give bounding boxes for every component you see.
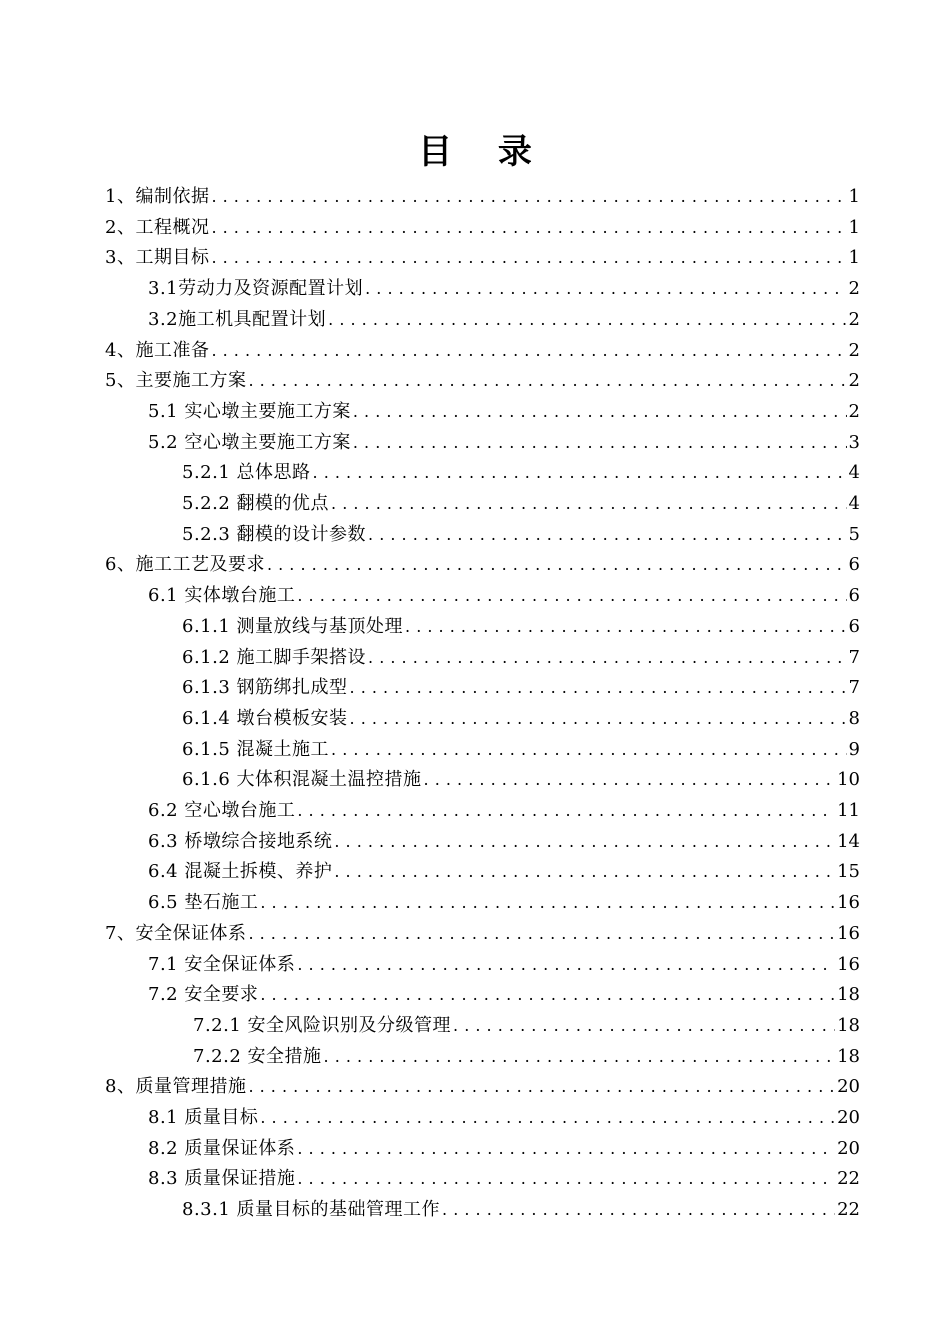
toc-entry-label: 3.1劳动力及资源配置计划 bbox=[148, 278, 364, 300]
toc-entry[interactable] bbox=[193, 1042, 860, 1072]
toc-entry[interactable] bbox=[182, 765, 860, 795]
toc-entry-page-number: 2 bbox=[848, 308, 860, 330]
toc-entry[interactable] bbox=[105, 919, 860, 949]
toc-entry-label: 6.1 实体墩台施工 bbox=[148, 585, 296, 607]
toc-entry-label: 6.1.3 钢筋绑扎成型 bbox=[182, 677, 348, 699]
toc-entry[interactable] bbox=[148, 1103, 860, 1133]
toc-entry-label: 6.1.2 施工脚手架搭设 bbox=[182, 646, 367, 668]
toc-entry[interactable] bbox=[148, 857, 860, 887]
toc-dot-leader bbox=[405, 612, 847, 642]
toc-dot-leader bbox=[331, 735, 847, 765]
toc-dot-leader bbox=[211, 213, 846, 243]
toc-dot-leader bbox=[350, 704, 847, 734]
toc-dot-leader bbox=[297, 950, 835, 980]
toc-entry-label: 2、工程概况 bbox=[105, 216, 210, 238]
toc-dot-leader bbox=[353, 397, 847, 427]
toc-entry[interactable] bbox=[182, 489, 860, 519]
toc-dot-leader bbox=[260, 888, 835, 918]
toc-dot-leader bbox=[324, 1042, 836, 1072]
toc-entry-page-number: 2 bbox=[848, 370, 860, 392]
toc-entry-page-number: 18 bbox=[837, 1045, 860, 1067]
toc-entry[interactable] bbox=[193, 1011, 860, 1041]
toc-entry-label: 5.2.3 翻模的设计参数 bbox=[182, 523, 367, 545]
toc-entry[interactable] bbox=[182, 1195, 860, 1225]
toc-entry-page-number: 4 bbox=[848, 493, 860, 514]
toc-entry[interactable] bbox=[182, 704, 860, 734]
toc-entry[interactable] bbox=[148, 397, 860, 427]
toc-entry-label: 6.4 混凝土拆模、养护 bbox=[148, 861, 333, 883]
toc-entry-page-number: 16 bbox=[837, 892, 860, 914]
toc-entry[interactable] bbox=[148, 796, 860, 826]
toc-entry-label: 4、施工准备 bbox=[105, 339, 210, 361]
toc-entry-page-number: 16 bbox=[837, 922, 860, 944]
toc-entry-label: 5.2.1 总体思路 bbox=[182, 462, 311, 484]
toc-entry-label: 8.2 质量保证体系 bbox=[148, 1137, 296, 1159]
toc-entry[interactable] bbox=[105, 243, 860, 273]
toc-entry-label: 5、主要施工方案 bbox=[105, 370, 247, 392]
toc-dot-leader bbox=[260, 980, 835, 1010]
toc-dot-leader bbox=[328, 305, 846, 335]
toc-entry-label: 7.1 安全保证体系 bbox=[148, 953, 296, 975]
toc-entry-label: 7.2 安全要求 bbox=[148, 984, 259, 1006]
toc-entry[interactable] bbox=[105, 550, 860, 580]
toc-entry-label: 6.5 垫石施工 bbox=[148, 892, 259, 914]
toc-entry-page-number: 2 bbox=[848, 339, 860, 361]
toc-dot-leader bbox=[334, 857, 835, 887]
toc-entry-page-number: 7 bbox=[848, 646, 860, 668]
toc-entry-label: 3、工期目标 bbox=[105, 247, 210, 269]
toc-entry[interactable] bbox=[182, 643, 860, 673]
toc-entry-label: 7.2.1 安全风险识别及分级管理 bbox=[193, 1014, 452, 1036]
toc-entry-label: 7、安全保证体系 bbox=[105, 922, 247, 944]
toc-entry-page-number: 16 bbox=[837, 953, 860, 975]
toc-dot-leader bbox=[313, 458, 847, 488]
toc-entry[interactable] bbox=[105, 213, 860, 243]
toc-entry-page-number: 18 bbox=[837, 984, 860, 1006]
toc-entry-page-number: 3 bbox=[848, 431, 860, 453]
toc-entry[interactable] bbox=[148, 1134, 860, 1164]
toc-entry-page-number: 2 bbox=[848, 278, 860, 300]
toc-entry-label: 5.1 实心墩主要施工方案 bbox=[148, 400, 351, 422]
toc-entry[interactable] bbox=[148, 980, 860, 1010]
toc-dot-leader bbox=[248, 1072, 835, 1102]
toc-entry-label: 6.1.1 测量放线与基顶处理 bbox=[182, 615, 404, 637]
toc-entry[interactable] bbox=[148, 827, 860, 857]
toc-dot-leader bbox=[424, 765, 836, 795]
toc-entry-page-number: 6 bbox=[848, 554, 860, 576]
toc-entry-page-number: 6 bbox=[848, 585, 860, 607]
toc-dot-leader bbox=[365, 274, 846, 304]
toc-entry-page-number: 2 bbox=[848, 400, 860, 422]
toc-entry-page-number: 18 bbox=[837, 1014, 860, 1036]
toc-entry-page-number: 20 bbox=[837, 1107, 860, 1128]
toc-dot-leader bbox=[331, 489, 847, 519]
toc-entry-label: 8、质量管理措施 bbox=[105, 1076, 247, 1098]
toc-entry-page-number: 22 bbox=[837, 1168, 860, 1190]
toc-entry-label: 6.1.5 混凝土施工 bbox=[182, 738, 330, 760]
toc-entry[interactable] bbox=[148, 274, 860, 304]
toc-entry-page-number: 11 bbox=[837, 800, 860, 821]
toc-dot-leader bbox=[353, 428, 847, 458]
toc-dot-leader bbox=[211, 243, 846, 273]
toc-dot-leader bbox=[248, 366, 846, 396]
toc-entry-page-number: 15 bbox=[837, 861, 860, 883]
toc-dot-leader bbox=[297, 796, 835, 826]
toc-dot-leader bbox=[297, 1134, 835, 1164]
toc-entry-page-number: 7 bbox=[848, 677, 860, 699]
toc-entry-page-number: 20 bbox=[837, 1076, 860, 1098]
toc-entry[interactable] bbox=[148, 888, 860, 918]
toc-entry[interactable] bbox=[105, 1072, 860, 1102]
toc-entry-label: 6、施工工艺及要求 bbox=[105, 554, 265, 576]
toc-entry-page-number: 6 bbox=[848, 615, 860, 637]
toc-entry-page-number: 1 bbox=[848, 186, 860, 207]
toc-entry[interactable] bbox=[182, 612, 860, 642]
toc-dot-leader bbox=[442, 1195, 835, 1225]
toc-entry-label: 1、编制依据 bbox=[105, 186, 210, 207]
toc-entry[interactable] bbox=[148, 1164, 860, 1194]
toc-dot-leader bbox=[453, 1011, 835, 1041]
toc-entry-page-number: 1 bbox=[848, 247, 860, 269]
toc-dot-leader bbox=[297, 1164, 835, 1194]
toc-dot-leader bbox=[368, 520, 847, 550]
toc-entry[interactable] bbox=[148, 581, 860, 611]
toc-entry-page-number: 8 bbox=[848, 707, 860, 729]
toc-entry-page-number: 14 bbox=[837, 830, 860, 852]
toc-dot-leader bbox=[368, 643, 847, 673]
toc-entry[interactable] bbox=[182, 673, 860, 703]
toc-dot-leader bbox=[260, 1103, 835, 1133]
toc-entry-label: 7.2.2 安全措施 bbox=[193, 1045, 322, 1067]
toc-dot-leader bbox=[248, 919, 835, 949]
toc-entry-label: 6.2 空心墩台施工 bbox=[148, 800, 296, 821]
toc-dot-leader bbox=[334, 827, 835, 857]
toc-entry-page-number: 9 bbox=[848, 738, 860, 760]
toc-entry-label: 5.2.2 翻模的优点 bbox=[182, 493, 330, 514]
toc-entry-page-number: 5 bbox=[848, 523, 860, 545]
toc-entry[interactable] bbox=[148, 428, 860, 458]
toc-entry-label: 8.3.1 质量目标的基础管理工作 bbox=[182, 1199, 441, 1221]
toc-entry-label: 8.3 质量保证措施 bbox=[148, 1168, 296, 1190]
toc-dot-leader bbox=[267, 550, 847, 580]
toc-dot-leader bbox=[297, 581, 846, 611]
toc-entry-page-number: 4 bbox=[848, 462, 860, 484]
toc-dot-leader bbox=[350, 673, 847, 703]
toc-entry[interactable] bbox=[182, 735, 860, 765]
toc-dot-leader bbox=[211, 336, 846, 366]
toc-entry[interactable] bbox=[105, 336, 860, 366]
toc-entry-label: 6.1.6 大体积混凝土温控措施 bbox=[182, 769, 422, 791]
toc-entry[interactable] bbox=[105, 366, 860, 396]
toc-entry-page-number: 1 bbox=[848, 216, 860, 238]
toc-entry-label: 3.2施工机具配置计划 bbox=[148, 308, 327, 330]
toc-entry[interactable] bbox=[105, 182, 860, 212]
page-title: 目 录 bbox=[418, 132, 549, 172]
toc-entry-label: 6.3 桥墩综合接地系统 bbox=[148, 830, 333, 852]
toc-dot-leader bbox=[211, 182, 846, 212]
toc-entry[interactable] bbox=[182, 458, 860, 488]
toc-entry[interactable] bbox=[182, 520, 860, 550]
toc-entry-label: 8.1 质量目标 bbox=[148, 1107, 259, 1128]
toc-entry-page-number: 20 bbox=[837, 1137, 860, 1159]
toc-entry-label: 5.2 空心墩主要施工方案 bbox=[148, 431, 351, 453]
toc-entry-page-number: 22 bbox=[837, 1199, 860, 1221]
toc-entry-label: 6.1.4 墩台模板安装 bbox=[182, 707, 348, 729]
toc-entry-page-number: 10 bbox=[837, 769, 860, 791]
toc-entry[interactable] bbox=[148, 950, 860, 980]
toc-entry[interactable] bbox=[148, 305, 860, 335]
